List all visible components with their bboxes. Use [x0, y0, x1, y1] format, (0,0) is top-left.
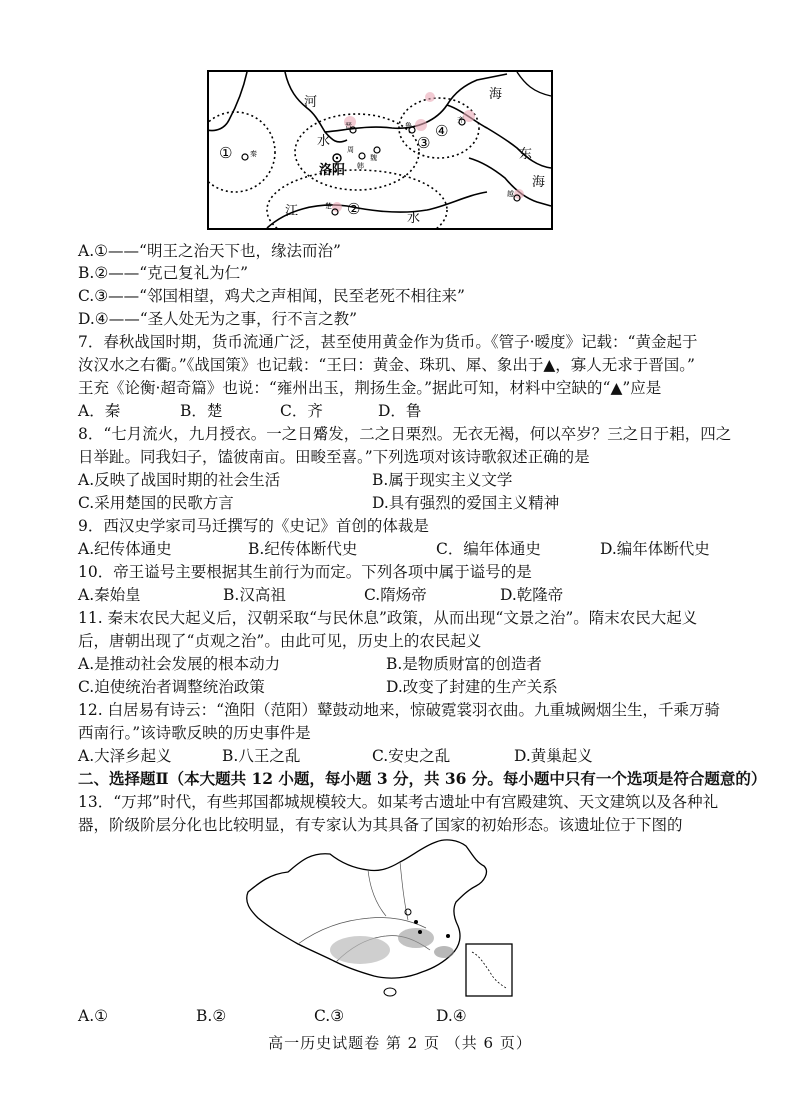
q11-option-a: A.是推动社会发展的根本动力 [78, 655, 281, 673]
circle-1-label: ① [219, 144, 233, 162]
q13-stem-line-1: 13．“万邦”时代，有些邦国都城规模较大。如某考古遗址中有宫殿建筑、天文建筑以及各种礼 [78, 793, 719, 811]
q12-option-c: C.安史之乱 [372, 747, 451, 765]
wei-label: 魏 [370, 154, 377, 162]
q10-option-b: B.汉高祖 [223, 586, 286, 604]
q7-stem-line-1: 7．春秋战国时期，货币流通广泛，甚至使用黄金作为货币。《管子·暧度》记载：“黄金起于 [78, 333, 698, 351]
q8-option-b: B.属于现实主义文学 [372, 471, 513, 489]
han-label: 韩 [357, 162, 364, 170]
q11-option-b: B.是物质财富的创造者 [386, 655, 542, 673]
river-shui-label: 水 [317, 134, 331, 149]
q12-option-d: D.黄巢起义 [514, 747, 593, 765]
q10-option-a: A.秦始皇 [78, 586, 141, 604]
q6-option-c: C.③——“邻国相望，鸡犬之声相闻，民至老死不相往来” [78, 287, 465, 305]
q8-option-c: C.采用楚国的民歌方言 [78, 494, 234, 512]
circle-2-label: ② [347, 200, 361, 218]
qi-label: 齐 [457, 116, 464, 124]
q10-stem: 10．帝王谥号主要根据其生前行为而定。下列各项中属于谥号的是 [78, 563, 532, 581]
q12-stem-line-1: 12. 白居易有诗云：“渔阳（范阳）鼙鼓动地来，惊破霓裳羽衣曲。九重城阙烟尘生，千乘万骑 [78, 701, 721, 719]
q8-stem-line-2: 日举趾。同我妇子，馌彼南亩。田畯至喜。”下列选项对该诗歌叙述正确的是 [78, 448, 590, 466]
q13-option-a: A.① [78, 1007, 109, 1025]
q7-stem-line-2: 汝汉水之右衢。”《战国策》也记载：“王曰：黄金、珠玑、犀、象出于▲，寡人无求于晋国。” [78, 356, 695, 374]
q9-stem: 9．西汉史学家司马迁撰写的《史记》首创的体裁是 [78, 517, 429, 535]
q8-option-d: D.具有强烈的爱国主义精神 [372, 494, 560, 512]
river-shui2-label: 水 [407, 211, 421, 226]
q11-option-d: D.改变了封建的生产关系 [386, 678, 558, 696]
q11-stem-line-1: 11. 秦末农民大起义后，汉朝采取“与民休息”政策，从而出现“文景之治”。隋末农民大起义 [78, 609, 698, 627]
q12-stem-line-2: 西南行。”该诗歌反映的历史事件是 [78, 724, 311, 742]
q9-option-d: D.编年体断代史 [600, 540, 710, 558]
chu-label: 楚 [325, 202, 332, 210]
section-2-heading: 二、选择题Ⅱ（本大题共 12 小题，每小题 3 分，共 36 分。每小题中只有一个选项是符合题意的） [78, 769, 767, 788]
q9-option-a: A.纪传体通史 [78, 540, 172, 558]
q8-option-a: A.反映了战国时期的社会生活 [78, 471, 281, 489]
q12-option-a: A.大泽乡起义 [78, 747, 172, 765]
yue-label: 越 [507, 190, 514, 198]
page-footer: 高一历史试题卷 第 2 页 （共 6 页） [268, 1034, 532, 1052]
q13-option-b: B.② [196, 1007, 227, 1025]
lu-label: 鲁 [405, 122, 412, 130]
q7-option-d: D．鲁 [378, 402, 422, 420]
q8-stem-line-1: 8．“七月流火，九月授衣。一之日觱发，二之日栗烈。无衣无褐，何以卒岁？三之日于耜，四之 [78, 425, 732, 443]
q13-stem-line-2: 器，阶级阶层分化也比较明显，有专家认为其具备了国家的初始形态。该遗址位于下图的 [78, 816, 683, 834]
q9-option-c: C．编年体通史 [436, 540, 541, 558]
sea-label-2: 海 [532, 175, 546, 190]
q7-stem-line-3: 王充《论衡·超奇篇》也说：“雍州出玉，荆扬生金。”据此可知，材料中空缺的“▲”应是 [78, 379, 662, 397]
q10-option-d: D.乾隆帝 [500, 586, 564, 604]
china-map [240, 832, 522, 1000]
jin-label: 晋 [345, 122, 352, 130]
q11-option-c: C.迫使统治者调整统治政策 [78, 678, 265, 696]
circle-3-label: ③ [417, 134, 431, 152]
q6-option-b: B.②——“克己复礼为仁” [78, 264, 249, 282]
zhou-label: 周 [347, 146, 354, 154]
q11-stem-line-2: 后，唐朝出现了“贞观之治”。由此可见，历史上的农民起义 [78, 632, 482, 650]
east-label: 东 [519, 147, 533, 162]
circle-4-label: ④ [435, 122, 449, 140]
q7-option-b: B．楚 [180, 402, 223, 420]
q7-option-c: C．齐 [280, 402, 323, 420]
q7-option-a: A．秦 [78, 402, 121, 420]
q9-option-b: B.纪传体断代史 [248, 540, 358, 558]
river-jiang-label: 江 [285, 204, 299, 219]
q6-option-a: A.①——“明王之治天下也，缘法而治” [78, 242, 341, 260]
q13-option-c: C.③ [314, 1007, 345, 1025]
qin-label: 秦 [250, 150, 257, 158]
q12-option-b: B.八王之乱 [222, 747, 301, 765]
warring-states-map [207, 70, 553, 230]
luoyang-label: 洛阳 [319, 163, 346, 178]
q10-option-c: C.隋炀帝 [364, 586, 427, 604]
river-he-label: 河 [304, 95, 318, 110]
q6-option-d: D.④——“圣人处无为之事，行不言之教” [78, 310, 358, 328]
q13-option-d: D.④ [436, 1007, 467, 1025]
sea-label-1: 海 [489, 87, 503, 102]
